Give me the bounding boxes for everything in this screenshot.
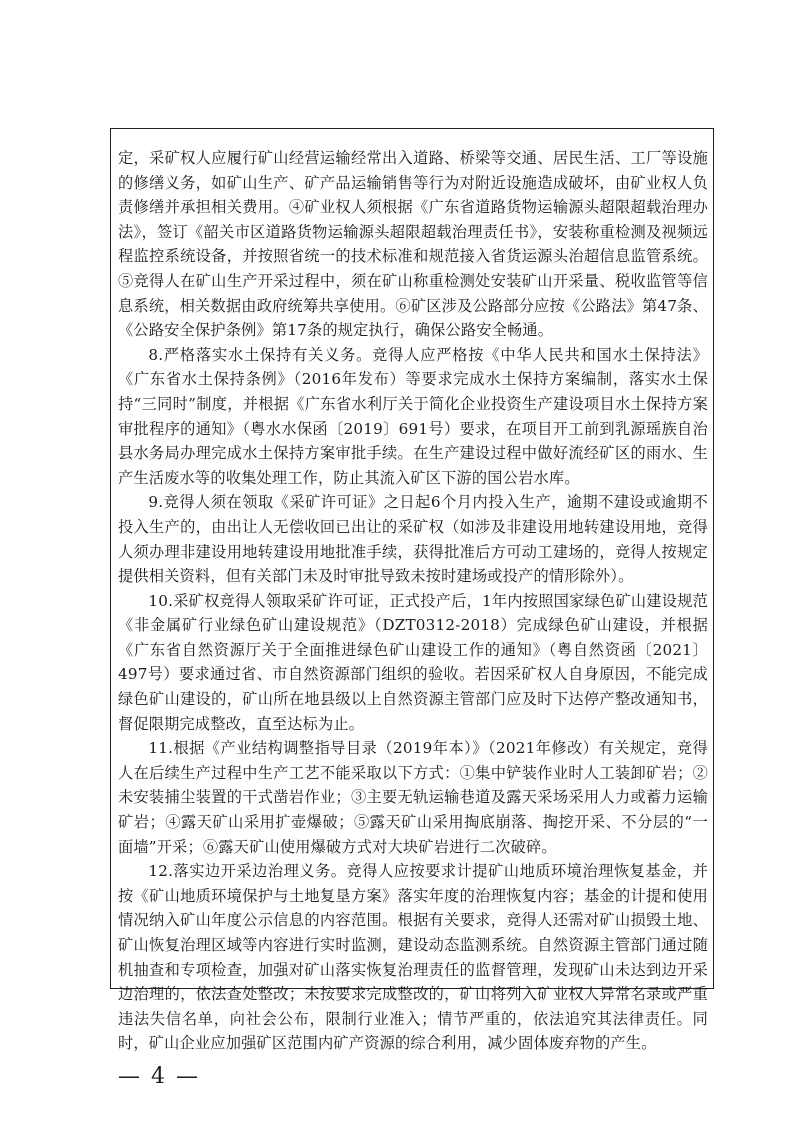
document-body [118, 146, 708, 1056]
page-number: — 4 — [118, 1064, 200, 1089]
paragraph-item-8: 8.严格落实水土保持有关义务。竞得人应严格按《中华人民共和国水土保持法》《广东省水土保持条例》（2016年发布）等要求完成水土保持方案编制，落实水土保持“三同时”制度，并根据《广东省水利厅关于简化企业投资生产建设项目水土保持方案审批程序的通知》（粤水水保函〔2019〕691号）要求，在项目开工前到乳源瑶族自治县水务局办理完成水土保持方案审批手续。在生产建设过程中做好流经矿区的雨水、生产生活废水等的收集处理工作，防止其流入矿区下游的国公岩水库。 [118, 345, 708, 487]
paragraph-item-10: 10.采矿权竞得人领取采矿许可证，正式投产后，1年内按照国家绿色矿山建设规范《非金属矿行业绿色矿山建设规范》（DZT0312-2018）完成绿色矿山建设，并根据《广东省自然资源厅关于全面推进绿色矿山建设工作的通知》（粤自然资函〔2021〕497号）要求通过省、市自然资源部门组织的验收。若因采矿权人自身原因，不能完成绿色矿山建设的，矿山所在地县级以上自然资源主管部门应及时下达停产整改通知书，督促限期完成整改，直至达标为止。 [118, 591, 708, 733]
paragraph-item-9: 9.竞得人须在领取《采矿许可证》之日起6个月内投入生产，逾期不建设或逾期不投入生产的，由出让人无偿收回已出让的采矿权（如涉及非建设用地转建设用地，竞得人须办理非建设用地转建设用地批准手续，获得批准后方可动工建场的，竞得人按规定提供相关资料，但有关部门未及时审批导致未按时建场或投产的情形除外）。 [118, 493, 708, 586]
paragraph-item-11: 11.根据《产业结构调整指导目录（2019年本）》（2021年修改）有关规定，竞得人在后续生产过程中生产工艺不能采取以下方式：①集中铲装作业时人工装卸矿岩；②未安装捕尘装置的干式凿岩作业；③主要无轨运输巷道及露天采场采用人力或蓄力运输矿岩；④露天矿山采用扩壶爆破；⑤露天矿山采用掏底崩落、掏挖开采、不分层的“一面墙”开采；⑥露天矿山使用爆破方式对大块矿岩进行二次破碎。 [118, 739, 708, 856]
paragraph-item-12: 12.落实边开采边治理义务。竞得人应按要求计提矿山地质环境治理恢复基金，并按《矿山地质环境保护与土地复垦方案》落实年度的治理恢复内容；基金的计提和使用情况纳入矿山年度公示信息的内容范围。根据有关要求，竞得人还需对矿山损毁土地、矿山恢复治理区域等内容进行实时监测，建设动态监测系统。自然资源主管部门通过随机抽查和专项检查，加强对矿山落实恢复治理责任的监督管理，发现矿山未达到边开采边治理的，依法查处整改；未按要求完成整改的，矿山将列入矿业权人异常名录或严重违法失信名单，向社会公布，限制行业准入；情节严重的，依法追究其法律责任。同时，矿山企业应加强矿区范围内矿产资源的综合利用，减少固体废弃物的产生。 [118, 862, 708, 1053]
paragraph-continuation: 定，采矿权人应履行矿山经营运输经常出入道路、桥梁等交通、居民生活、工厂等设施的修缮义务，如矿山生产、矿产品运输销售等行为对附近设施造成破坏，由矿业权人负责修缮并承担相关费用。④矿业权人须根据《广东省道路货物运输源头超限超载治理办法》，签订《韶关市区道路货物运输源头超限超载治理责任书》，安装称重检测及视频远程监控系统设备，并按照省统一的技术标准和规范接入省货运源头治超信息监管系统。⑤竞得人在矿山生产开采过程中，须在矿山称重检测处安装矿山开采量、税收监管等信息系统，相关数据由政府统筹共享使用。⑥矿区涉及公路部分应按《公路法》第47条、《公路安全保护条例》第17条的规定执行，确保公路安全畅通。 [118, 149, 708, 340]
